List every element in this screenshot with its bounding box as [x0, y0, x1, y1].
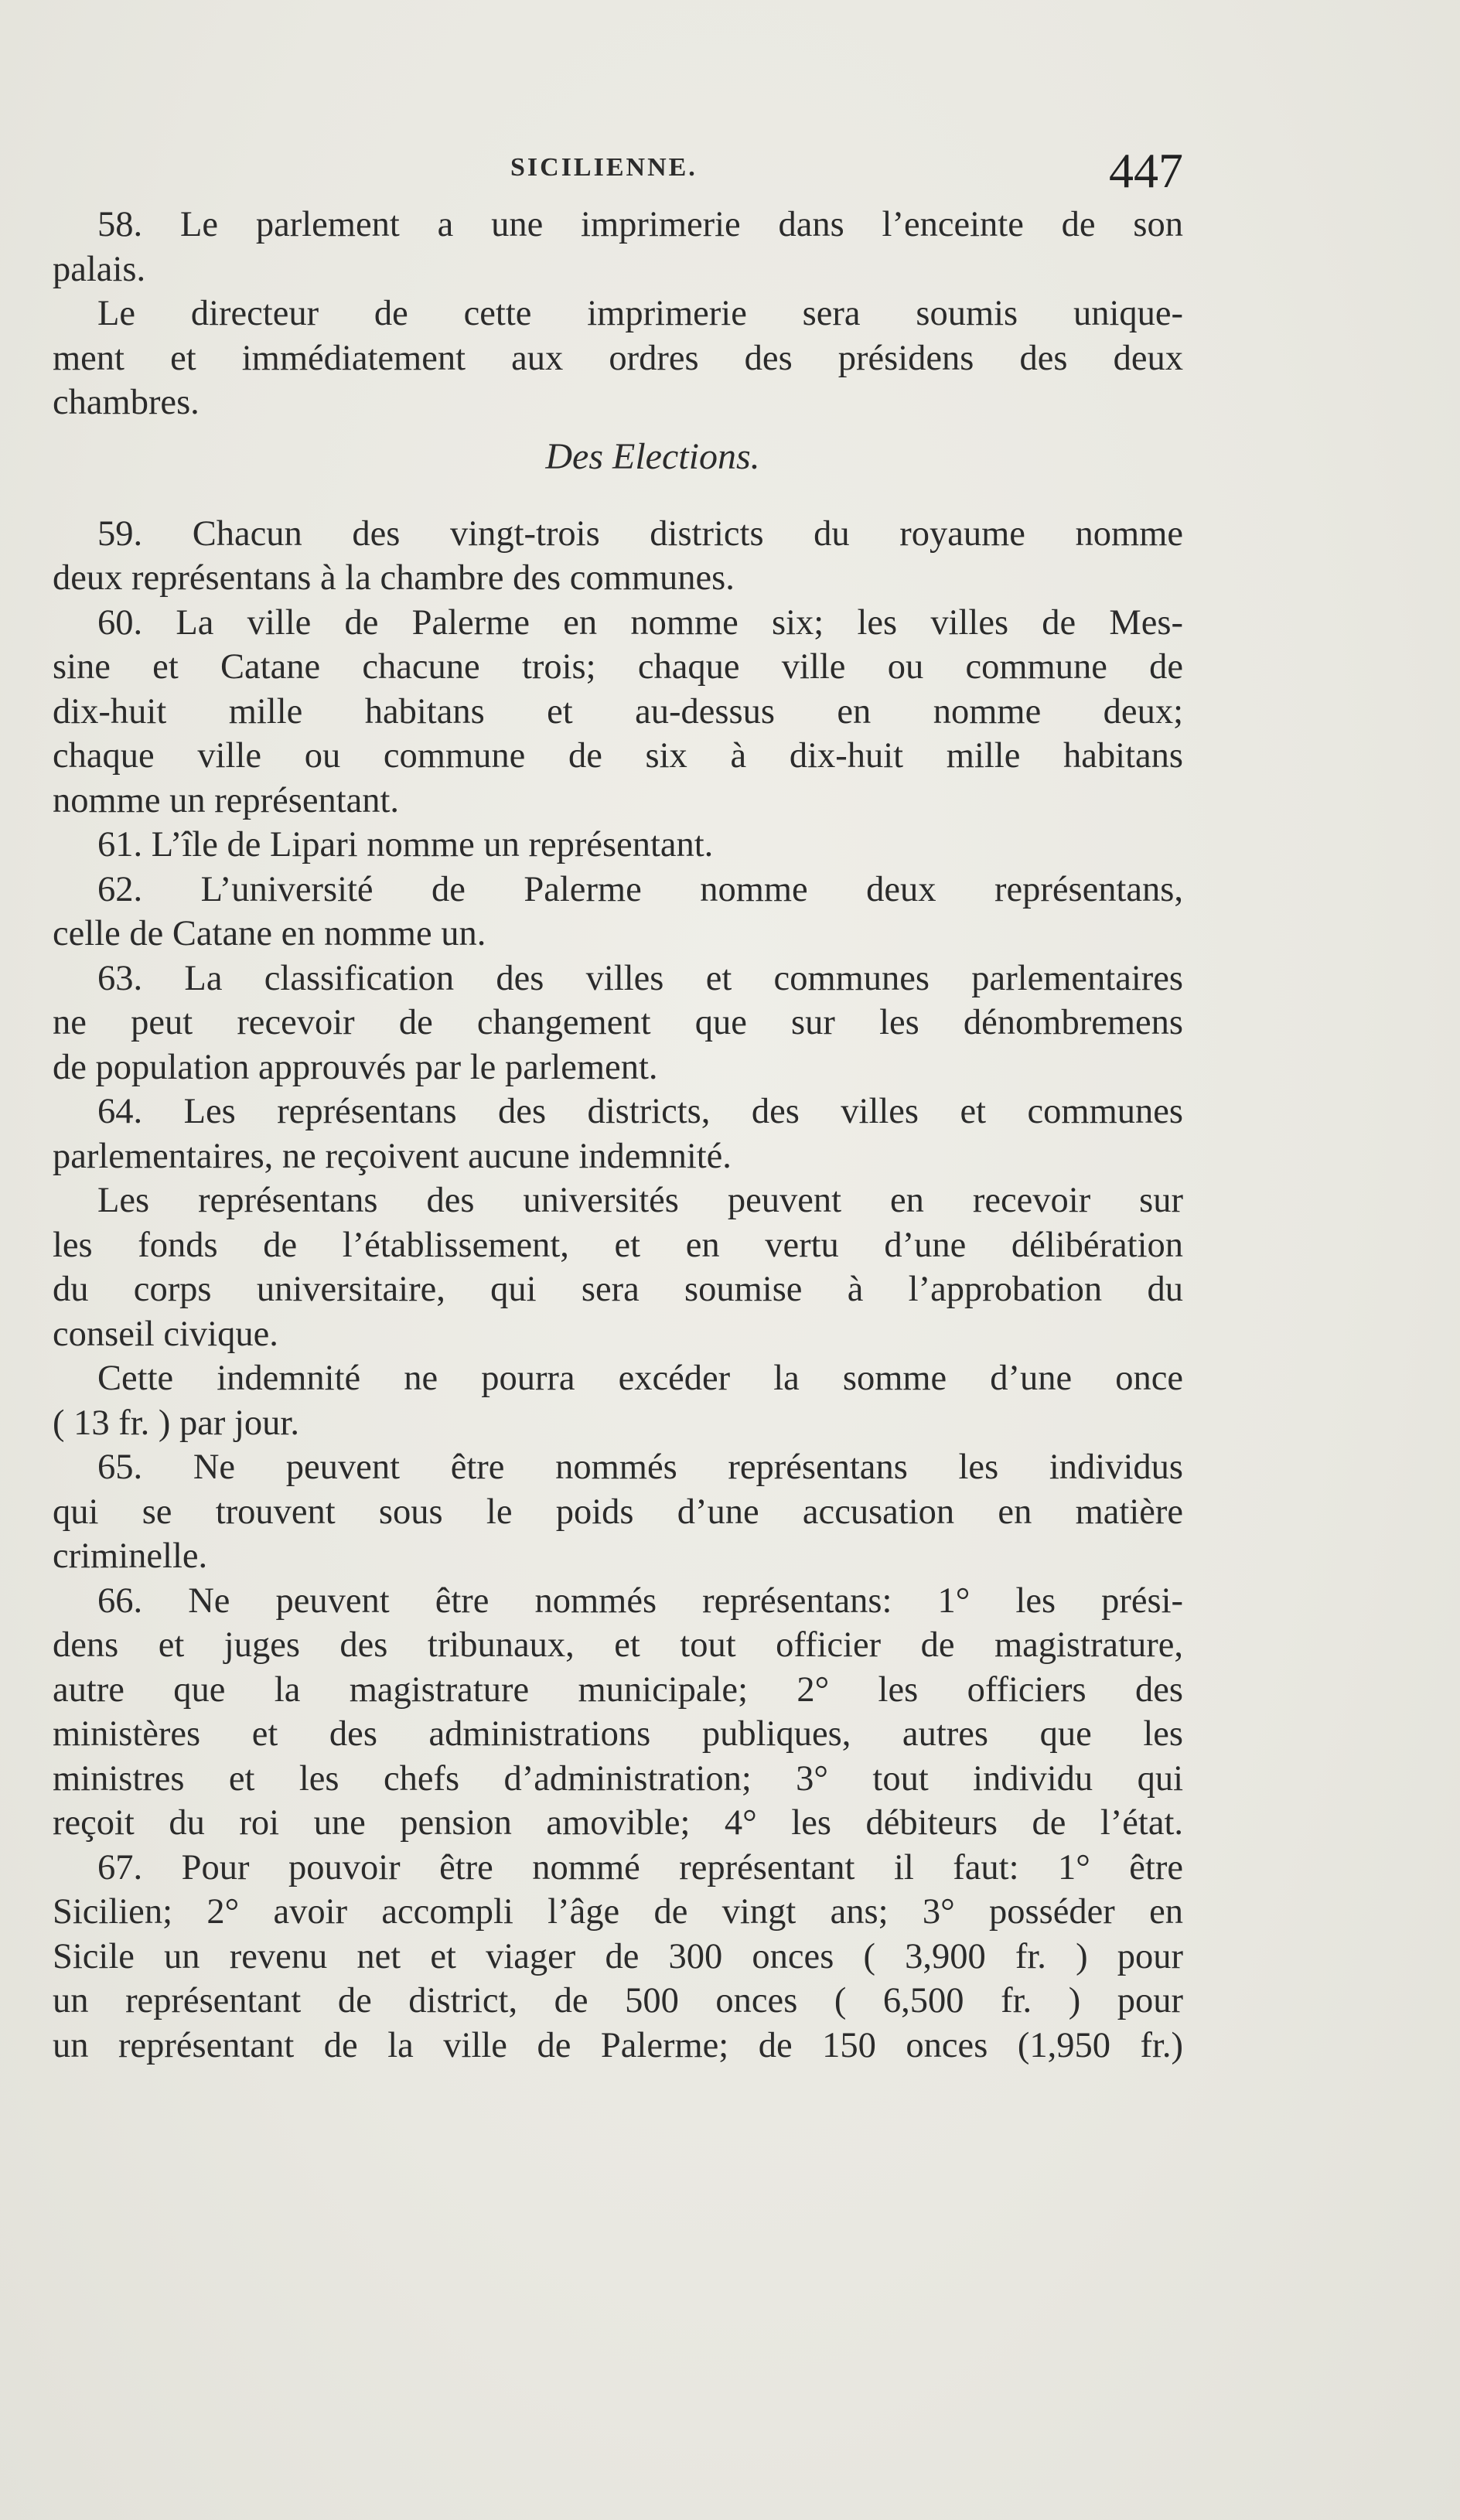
text-line: 63. La classification des villes et communes parlementaires	[97, 958, 1183, 998]
text-line: Les représentans des universités peuvent en recevoir sur	[97, 1181, 1183, 1220]
text-line: celle de Catane en nomme un.	[53, 914, 486, 953]
text-line: nomme un représentant.	[53, 780, 400, 820]
text-line: qui se trouvent sous le poids d’une accusation en matière	[53, 1492, 1183, 1532]
text-line: 64. Les représentans des districts, des villes et communes	[97, 1092, 1183, 1131]
text-line: un représentant de district, de 500 onces ( 6,500 fr. ) pour	[53, 1981, 1183, 2020]
text-line: ne peut recevoir de changement que sur les dénombremens	[53, 1003, 1183, 1042]
text-line: chaque ville ou commune de six à dix-huit mille habitans	[53, 736, 1183, 776]
section-heading: Des Elections.	[545, 435, 760, 477]
text-line: dix-huit mille habitans et au-dessus en nomme deux;	[53, 691, 1183, 731]
text-line: autre que la magistrature municipale; 2° les officiers des	[53, 1669, 1183, 1710]
text-line: Cette indemnité ne pourra excéder la somme d’une once	[97, 1359, 1183, 1398]
text-line: 62. L’université de Palerme nomme deux représentans,	[97, 869, 1183, 909]
text-line: 60. La ville de Palerme en nomme six; les villes de Mes-	[97, 602, 1183, 643]
page-header	[54, 143, 1183, 201]
text-line: 59. Chacun des vingt-trois districts du royaume nomme	[97, 513, 1183, 554]
page-number: 447	[1109, 143, 1183, 198]
text-line: ministères et des administrations publiques, autres que les	[53, 1714, 1183, 1754]
text-line: palais.	[53, 249, 146, 289]
text-line: Sicilien; 2° avoir accompli l’âge de vingt ans; 3° posséder en	[53, 1892, 1183, 1932]
page-text	[53, 203, 1183, 2068]
text-line: Sicile un revenu net et viager de 300 onces ( 3,900 fr. ) pour	[53, 1936, 1183, 1976]
text-line: ( 13 fr. ) par jour.	[53, 1403, 299, 1443]
text-line: Le directeur de cette imprimerie sera soumis unique-	[97, 294, 1183, 333]
text-line: deux représentans à la chambre des communes.	[53, 558, 735, 598]
text-line: conseil civique.	[53, 1314, 278, 1354]
text-line: 58. Le parlement a une imprimerie dans l’enceinte de son	[97, 205, 1183, 244]
text-line: 66. Ne peuvent être nommés représentans: 1° les prési-	[97, 1581, 1183, 1621]
text-line: 67. Pour pouvoir être nommé représentant il faut: 1° être	[97, 1847, 1183, 1887]
text-line: reçoit du roi une pension amovible; 4° les débiteurs de l’état.	[53, 1803, 1183, 1843]
text-line: parlementaires, ne reçoivent aucune indemnité.	[53, 1136, 732, 1176]
text-line: dens et juges des tribunaux, et tout officier de magistrature,	[53, 1625, 1183, 1665]
text-line: chambres.	[53, 383, 200, 422]
text-line: du corps universitaire, qui sera soumise à l’approbation du	[53, 1270, 1183, 1309]
text-line: 65. Ne peuvent être nommés représentans les individus	[97, 1448, 1183, 1487]
text-line: criminelle.	[53, 1536, 208, 1576]
text-line: ment et immédiatement aux ordres des présidens des deux	[53, 338, 1183, 378]
text-line: un représentant de la ville de Palerme; de 150 onces (1,950 fr.)	[53, 2025, 1183, 2065]
text-line: 61. L’île de Lipari nomme un représentant.	[97, 825, 714, 864]
text-line: ministres et les chefs d’administration; 3° tout individu qui	[53, 1758, 1183, 1799]
text-line: de population approuvés par le parlement.	[53, 1047, 658, 1087]
text-line: les fonds de l’établissement, et en vertu d’une délibération	[53, 1225, 1183, 1265]
running-title: SICILIENNE.	[510, 153, 698, 182]
text-line: sine et Catane chacune trois; chaque ville ou commune de	[53, 647, 1183, 687]
